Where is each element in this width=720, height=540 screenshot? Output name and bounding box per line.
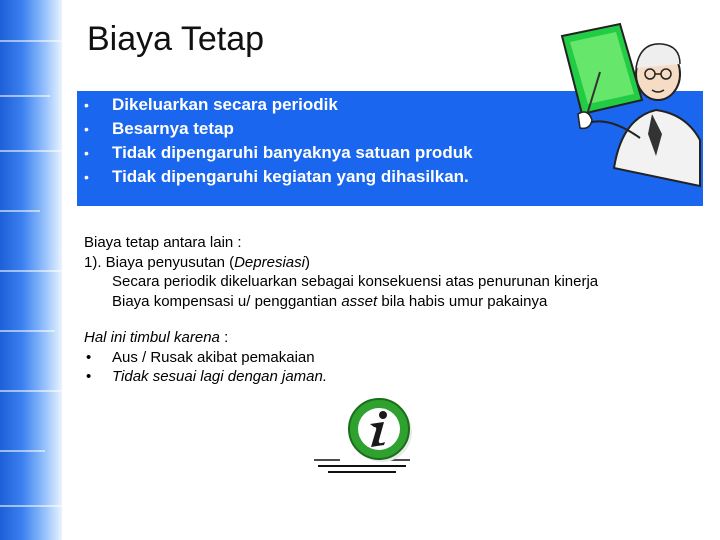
- cause-intro: Hal ini timbul karena :: [84, 329, 229, 346]
- bullet-item: [84, 141, 473, 165]
- bullet-text: Besarnya tetap: [112, 119, 234, 138]
- bullet-item: [84, 117, 473, 141]
- bullet-list: [84, 93, 473, 189]
- bullet-text: Dikeluarkan secara periodik: [112, 95, 338, 114]
- cause-item: • Tidak sesuai lagi dengan jaman.: [86, 368, 328, 385]
- presenter-icon: [556, 18, 706, 188]
- bullet-marker: •: [84, 169, 89, 185]
- bullet-text: Tidak dipengaruhi banyaknya satuan produk: [112, 143, 473, 162]
- section-intro: Biaya tetap antara lain :: [84, 234, 242, 251]
- bullet-text: Tidak dipengaruhi kegiatan yang dihasilkan.: [112, 167, 469, 186]
- bullet-marker: •: [84, 121, 89, 137]
- slide-title: Biaya Tetap: [87, 20, 265, 58]
- info-icon: [312, 398, 412, 478]
- cause-item: • Aus / Rusak akibat pemakaian: [86, 348, 315, 366]
- bullet-marker: •: [84, 145, 89, 161]
- bullet-item: [84, 93, 473, 117]
- bullet-marker: •: [84, 97, 89, 113]
- side-decoration: [0, 0, 62, 540]
- fixed-cost-section: [84, 233, 598, 311]
- depreciation-item: 1). Biaya penyusutan (Depresiasi): [84, 253, 310, 271]
- depreciation-line-1: Secara periodik dikeluarkan sebagai konsekuensi atas penurunan kinerja: [112, 273, 599, 290]
- bullet-item: [84, 165, 473, 189]
- cause-section: [84, 328, 327, 387]
- depreciation-line-2: Biaya kompensasi u/ penggantian asset bila habis umur pakainya: [112, 292, 548, 310]
